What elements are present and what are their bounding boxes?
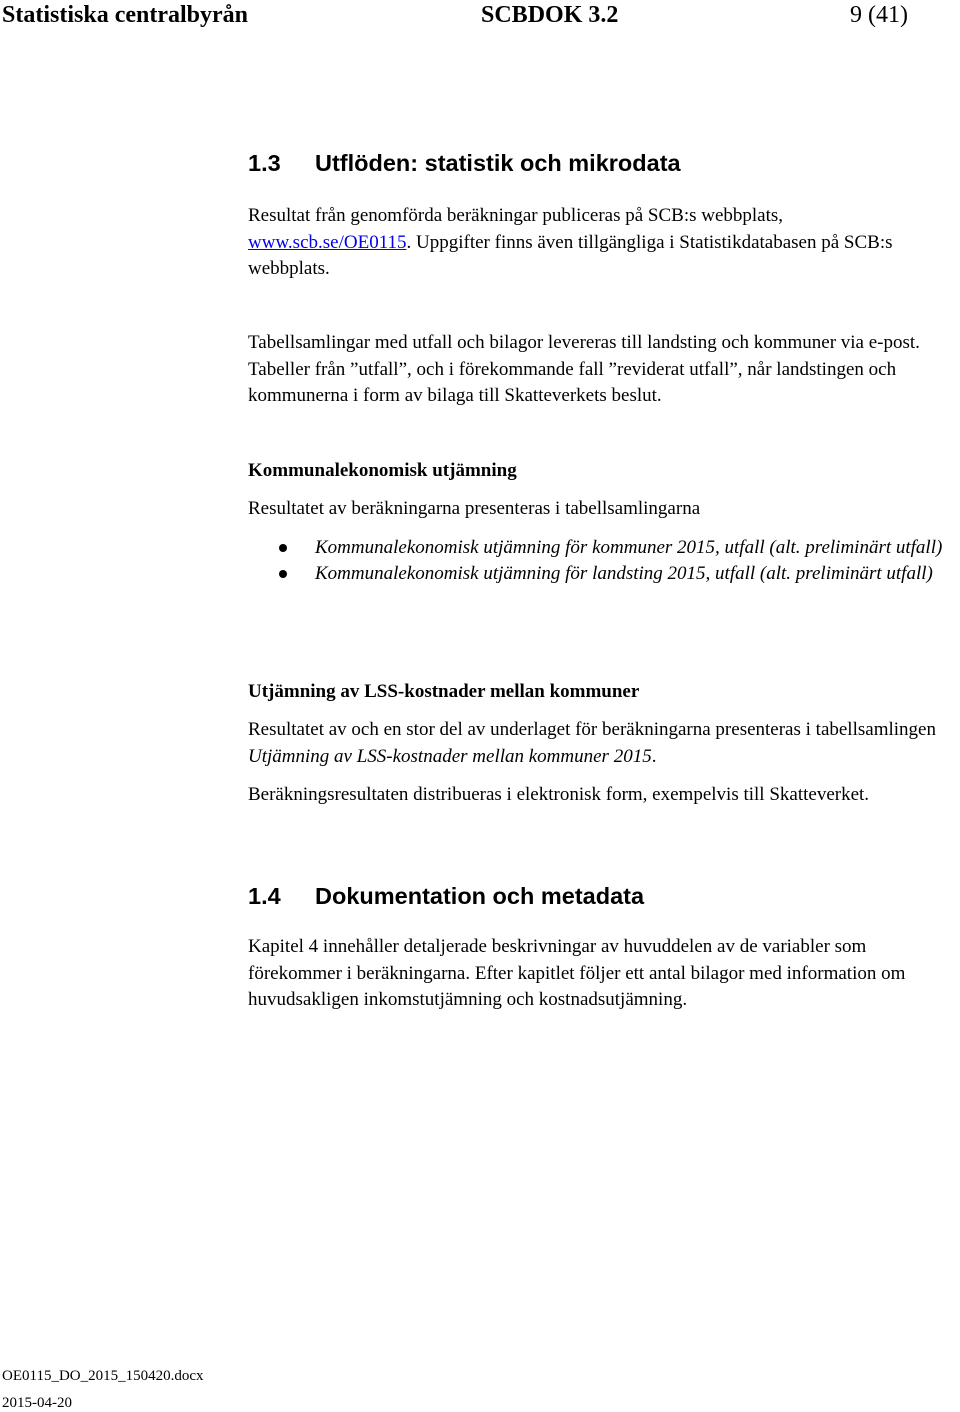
publication-title: Utjämning av LSS-kostnader mellan kommuner 2015 <box>248 745 652 767</box>
paragraph-text: Kapitel 4 innehåller detaljerade beskrivningar av huvuddelen av de variabler som förekommer i beräkningarna. Efter kapitlet följer ett antal bilagor med information om huvudsakligen inkomstutjämning och kostnadsutjämning. <box>248 936 906 1010</box>
section-1-3-heading <box>248 148 958 178</box>
section-number: 1.4 <box>248 883 281 909</box>
section-1-3-paragraph-1 <box>248 203 958 283</box>
paragraph-text: Tabellsamlingar med utfall och bilagor levereras till landsting och kommuner via e-post. Tabeller från ”utfall”, och i förekommande fall ”reviderat utfall”, når landstingen och kommunerna i form av bilaga till Skatteverkets beslut. <box>248 332 920 406</box>
organization-name: Statistiska centralbyrån <box>2 2 248 28</box>
footer-filename: OE0115_DO_2015_150420.docx <box>2 1368 204 1384</box>
paragraph-text: Resultat från genomförda beräkningar publiceras på SCB:s webbplats, <box>248 205 784 226</box>
list-item <box>248 535 958 562</box>
section-1-4-paragraph <box>248 934 958 1014</box>
paragraph-text: . <box>651 745 657 767</box>
page-header <box>0 0 960 30</box>
paragraph-text: Resultatet av och en stor del av underlaget för beräkningarna presenteras i tabellsamlingen <box>248 719 936 740</box>
section-number: 1.3 <box>248 150 281 176</box>
paragraph-text: . Uppgifter finns även tillgängliga i Statistikdatabasen på SCB:s webbplats. <box>248 231 893 279</box>
paragraph-text: Resultatet av beräkningarna presenteras i tabellsamlingarna <box>248 498 701 519</box>
bullet-list <box>248 535 958 588</box>
footer-date: 2015-04-20 <box>2 1395 72 1411</box>
subsection-heading: Utjämning av LSS-kostnader mellan kommuner <box>248 681 640 702</box>
subsection-kommunalekonomisk <box>248 458 958 588</box>
document-id: SCBDOK 3.2 <box>481 2 619 28</box>
section-1-4-heading <box>248 881 958 911</box>
page-number: 9 (41) <box>850 2 908 28</box>
subsection-heading: Kommunalekonomisk utjämning <box>248 460 517 481</box>
paragraph-text: Beräkningsresultaten distribueras i elektronisk form, exempelvis till Skatteverket. <box>248 784 870 805</box>
list-item-text: Kommunalekonomisk utjämning för landsting 2015, utfall (alt. preliminärt utfall) <box>315 563 933 584</box>
list-item-text: Kommunalekonomisk utjämning för kommuner 2015, utfall (alt. preliminärt utfall) <box>315 536 943 558</box>
subsection-lss <box>248 679 958 809</box>
list-item <box>248 561 958 588</box>
bullet-icon <box>279 544 287 552</box>
section-title: Utflöden: statistik och mikrodata <box>315 150 681 176</box>
section-1-3-paragraph-2 <box>248 330 958 410</box>
section-title: Dokumentation och metadata <box>315 883 645 909</box>
scb-web-link[interactable]: www.scb.se/OE0115 <box>248 231 407 253</box>
bullet-icon <box>279 570 287 578</box>
